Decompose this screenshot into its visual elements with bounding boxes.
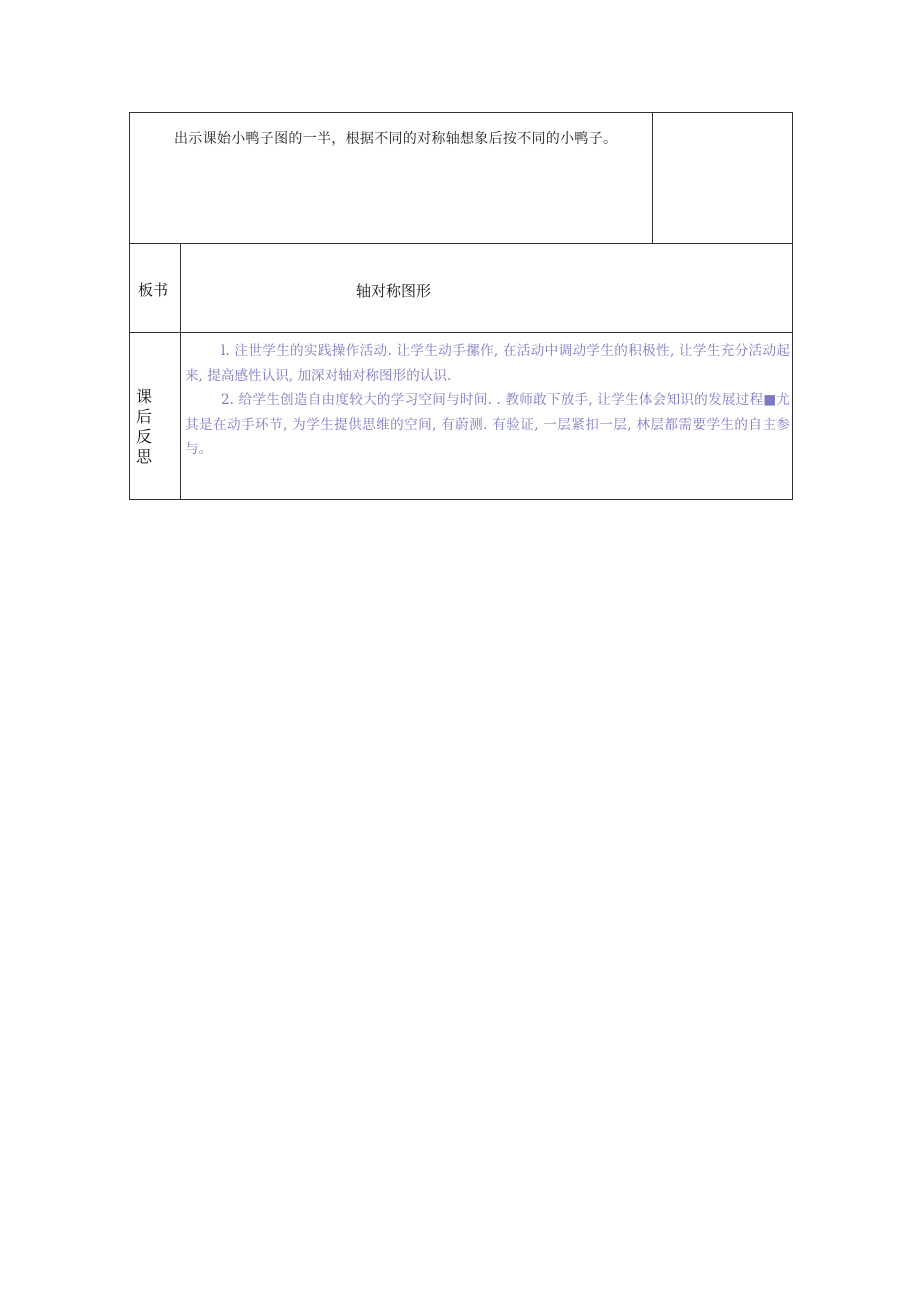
intro-row [130, 113, 792, 244]
reflection-content [181, 333, 792, 462]
reflection-label-cell [130, 333, 181, 499]
reflection-row [130, 333, 792, 499]
board-label-cell [130, 244, 181, 332]
reflection-label: 课后反思 [135, 387, 152, 466]
lesson-table [129, 112, 793, 500]
intro-text-cell [130, 113, 653, 243]
reflection-paragraph: 2. 给学生创造自由度较大的学习空间与时间. . 教师敢下放手, 让学生体会知识的发展过程■尤其是在动手环节, 为学生提供思维的空间, 有蔚测. 有验证, 一层紧扣一层, 林层都需要学生的自主参与。 [185, 392, 790, 457]
board-label: 板书 [138, 281, 169, 299]
board-row [130, 244, 792, 333]
intro-text: 出示课始小鸭子图的一半，根据不同的对称轴想象后按不同的小鸭子。 [174, 131, 618, 147]
reflection-paragraph: l. 注世学生的实践操作活动. 让学生动手摞作, 在活动中调动学生的积极性, 让学生充分活动起来, 提高感性认识, 加深对轴对称图形的认识. [185, 343, 790, 384]
board-content: 轴对称图形 [356, 282, 432, 300]
intro-side-cell [653, 113, 792, 243]
